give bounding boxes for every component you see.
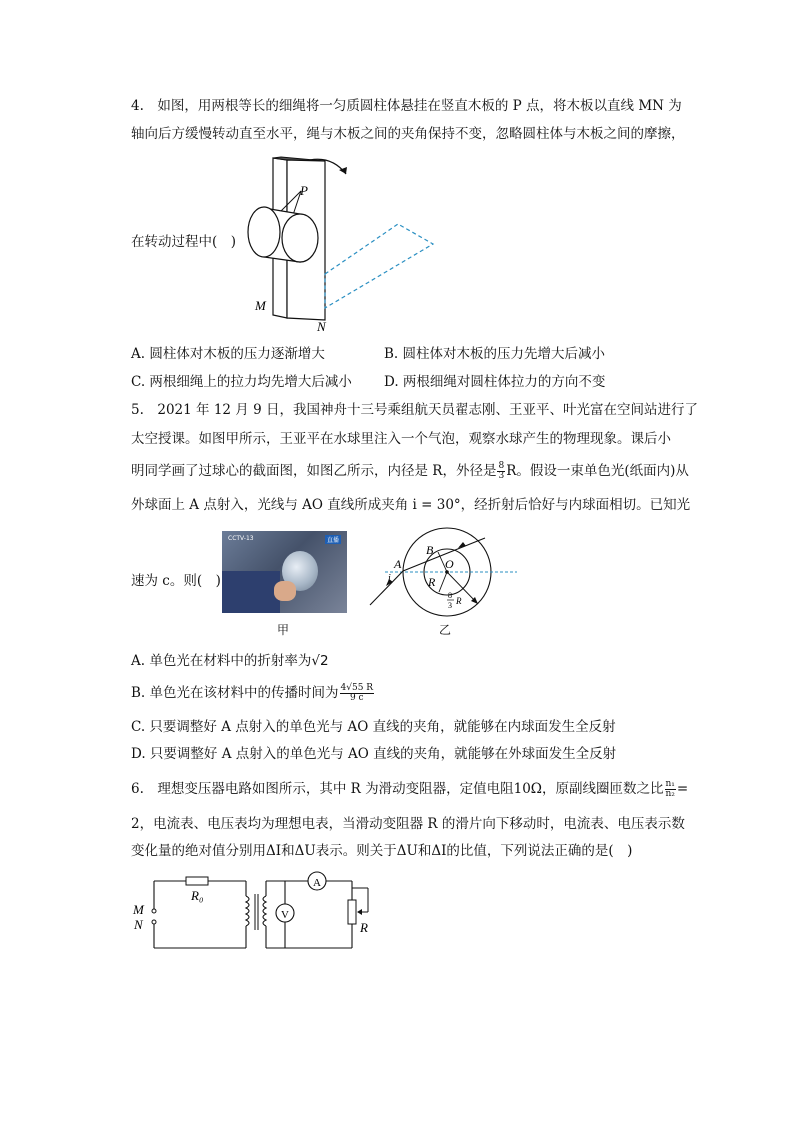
q5-option-a: A. 单色光在材料中的折射率为√2 [131,653,329,669]
q4-figure [240,148,450,338]
q5-line3-end: R。假设一束单色光(纸面内)从 [506,463,689,479]
q5-line5: 速为 c。则( ) [131,573,221,589]
q4-label-p: P [300,183,308,198]
turns-ratio-fraction: $\frac{\text{n₁}}{\text{n₂}}$ [665,779,675,799]
label-m: M [133,902,144,917]
q5-option-b: B. 单色光在该材料中的传播时间为 $\frac{4√55 R}{9 c}$ [131,683,374,703]
q6-line3: 变化量的绝对值分别用ΔI和ΔU表示。则关于ΔU和ΔI的比值，下列说法正确的是( ) [131,843,633,859]
outer-radius-fraction: $\frac{8}{3}$ [498,461,505,481]
q6-line1: 6. 理想变压器电路如图所示，其中 R 为滑动变阻器，定值电阻10Ω，原副线圈匝数之比 $\frac{\text{n₁}}{\text{n₂}}$ = [131,779,689,799]
sqrt2: √2 [311,653,329,669]
tv-logo: CCTV-13 [228,535,254,542]
label-r: R [360,920,368,935]
label-i: i [388,573,391,584]
q6-line2: 2，电流表、电压表均为理想电表，当滑动变阻器 R 的滑片向下移动时，电流表、电压表示数 [131,816,685,832]
q4-line3: 在转动过程中( ) [131,234,237,250]
time-fraction: $\frac{4√55 R}{9 c}$ [340,683,374,703]
hand [274,581,296,601]
q4-line2: 轴向后方缓慢转动直至水平，绳与木板之间的夹角保持不变，忽略圆柱体与木板之间的摩擦， [131,126,685,142]
q4-option-b: B. 圆柱体对木板的压力先增大后减小 [384,346,606,362]
label-frac-num: 8 [448,591,452,600]
voltmeter-label: V [281,909,289,921]
q4-label-n: N [317,319,326,334]
q5-line3 [131,461,689,481]
label-r0: R₀ [191,888,204,903]
q5-option-c: C. 只要调整好 A 点射入的单色光与 AO 直线的夹角，就能够在内球面发生全反射 [131,719,616,735]
label-frac-den: 3 [448,601,452,610]
q4-option-d: D. 两根细绳对圆柱体拉力的方向不变 [384,374,606,390]
fig-a-caption: 甲 [277,623,290,637]
q5-option-d: D. 只要调整好 A 点射入的单色光与 AO 直线的夹角，就能够在外球面发生全反射 [131,746,617,762]
q4-label-m: M [255,298,266,313]
label-a: A [394,557,402,571]
label-r2: R [456,596,462,606]
label-b: B [426,543,434,557]
ammeter-label: A [313,877,321,889]
label-n: N [134,917,143,932]
q5-line1: 5. 2021 年 12 月 9 日，我国神舟十三号乘组航天员翟志刚、王亚平、叶光富在空间站进行了 [131,402,698,418]
q5-line3-start: 明同学画了过球心的截面图，如图乙所示，内径是 R，外径是 [131,463,497,479]
fig-b-caption: 乙 [439,623,452,637]
q4-option-c: C. 两根细绳上的拉力均先增大后减小 [131,374,352,390]
classroom-photo [222,531,347,613]
q5-line2: 太空授课。如图甲所示，王亚平在水球里注入一个气泡，观察水球产生的物理现象。课后小 [131,431,671,447]
label-o: O [445,557,454,571]
q5-line4: 外球面上 A 点射入，光线与 AO 直线所成夹角 i = 30°，经折射后恰好与内球面相切。已知光 [131,497,691,513]
live-tag: 直播 [326,537,339,544]
q4-line1: 4. 如图，用两根等长的细绳将一匀质圆柱体悬挂在竖直木板的 P 点，将木板以直线 MN 为 [131,98,682,114]
ball-section-diagram [360,525,525,620]
transformer-circuit [128,866,378,956]
label-r: R [428,575,436,589]
q4-option-a: A. 圆柱体对木板的压力逐渐增大 [131,346,325,362]
